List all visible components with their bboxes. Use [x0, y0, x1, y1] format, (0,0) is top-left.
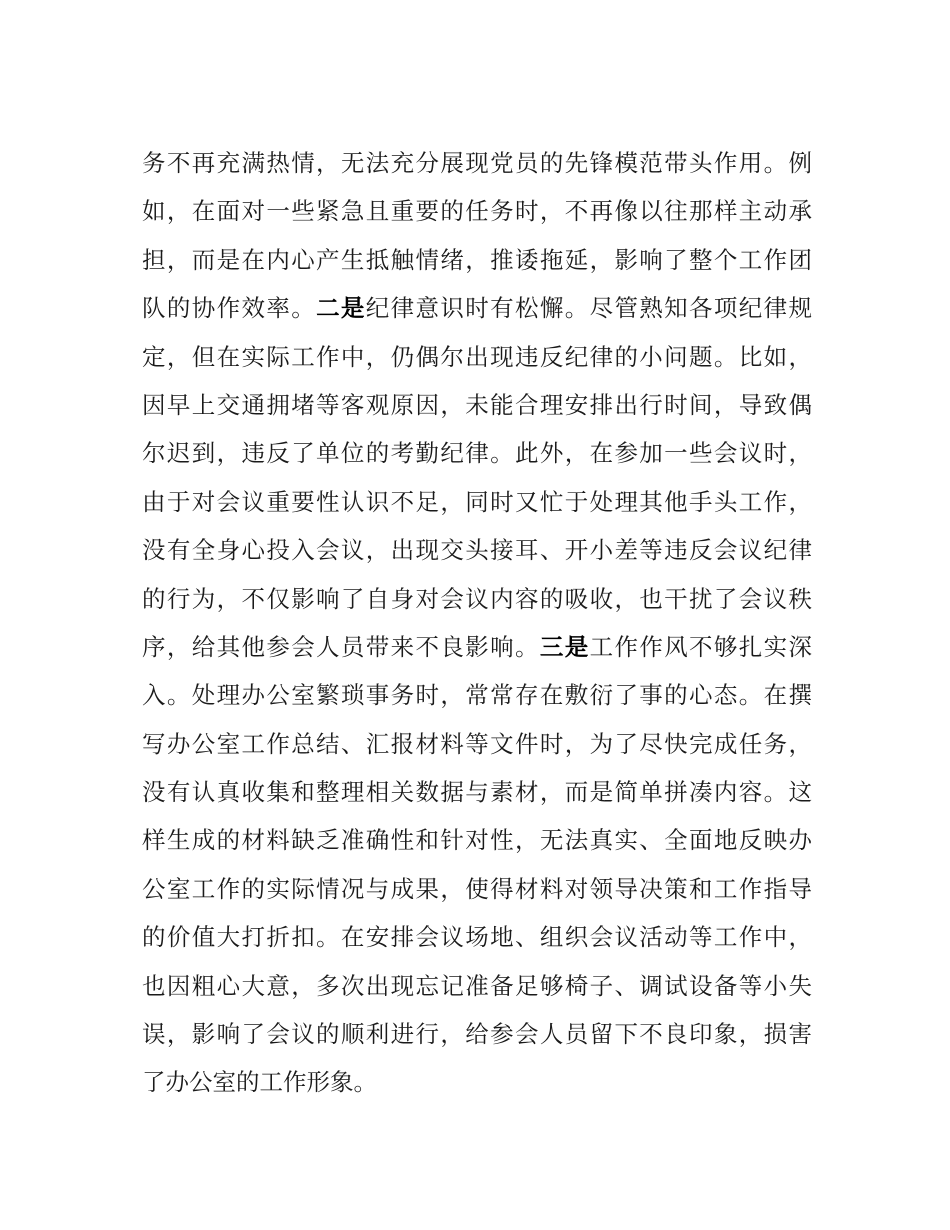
body-text: 入。处理办公室繁琐事务时，常常存在敷衍了事的心态。在撰	[142, 681, 812, 710]
body-text: 写办公室工作总结、汇报材料等文件时，为了尽快完成任务，	[142, 729, 812, 758]
body-text: 担，而是在内心产生抵触情绪，推诿拖延，影响了整个工作团	[142, 245, 812, 274]
text-line	[142, 1058, 812, 1106]
text-line	[142, 526, 812, 574]
text-line	[142, 236, 812, 284]
text-line	[142, 187, 812, 235]
body-text: 误，影响了会议的顺利进行，给参会人员留下不良印象，损害	[142, 1020, 812, 1049]
text-line	[142, 720, 812, 768]
text-line	[142, 1010, 812, 1058]
body-text: 队的协作效率。	[142, 294, 317, 323]
text-line	[142, 671, 812, 719]
body-text: 的行为，不仅影响了自身对会议内容的吸收，也干扰了会议秩	[142, 584, 812, 613]
body-text: 也因粗心大意，多次出现忘记准备足够椅子、调试设备等小失	[142, 971, 812, 1000]
document-page	[142, 139, 812, 1107]
text-line	[142, 816, 812, 864]
text-line	[142, 284, 812, 332]
text-line	[142, 139, 812, 187]
bold-heading-text: 三是	[539, 632, 590, 661]
body-text: 样生成的材料缺乏准确性和针对性，无法真实、全面地反映办	[142, 826, 812, 855]
bold-heading-text: 二是	[316, 294, 366, 323]
text-line	[142, 865, 812, 913]
text-line	[142, 333, 812, 381]
text-line	[142, 623, 812, 671]
text-line	[142, 478, 812, 526]
body-text: 尔迟到，违反了单位的考勤纪律。此外，在参加一些会议时，	[142, 439, 812, 468]
body-text: 务不再充满热情，无法充分展现党员的先锋模范带头作用。例	[142, 149, 812, 177]
body-text: 没有认真收集和整理相关数据与素材，而是简单拼凑内容。这	[142, 778, 812, 807]
text-line	[142, 962, 812, 1010]
body-text: 了办公室的工作形象。	[142, 1068, 377, 1097]
body-text: 因早上交通拥堵等客观原因，未能合理安排出行时间，导致偶	[142, 390, 812, 419]
text-line	[142, 429, 812, 477]
body-text: 纪律意识时有松懈。尽管熟知各项纪律规	[365, 294, 813, 323]
body-text: 的价值大打折扣。在安排会议场地、组织会议活动等工作中，	[142, 923, 812, 952]
text-line	[142, 575, 812, 623]
body-text: 序，给其他参会人员带来不良影响。	[142, 632, 540, 661]
body-text: 定，但在实际工作中，仍偶尔出现违反纪律的小问题。比如，	[142, 342, 812, 371]
body-text: 公室工作的实际情况与成果，使得材料对领导决策和工作指导	[142, 874, 812, 903]
text-line	[142, 381, 812, 429]
body-text: 如，在面对一些紧急且重要的任务时，不再像以往那样主动承	[142, 197, 812, 226]
text-line	[142, 768, 812, 816]
text-line	[142, 913, 812, 961]
body-text: 工作作风不够扎实深	[589, 632, 813, 661]
body-text: 没有全身心投入会议，出现交头接耳、开小差等违反会议纪律	[142, 536, 812, 565]
body-text: 由于对会议重要性认识不足，同时又忙于处理其他手头工作，	[142, 487, 812, 516]
